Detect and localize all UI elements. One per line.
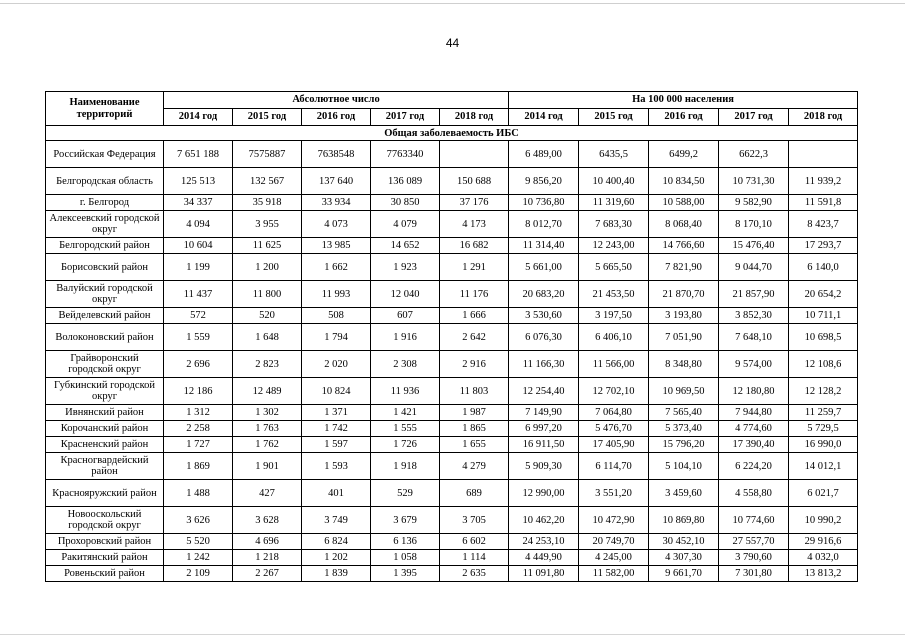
- territory-name: Белгородский район: [46, 238, 164, 254]
- territory-name: Корочанский район: [46, 421, 164, 437]
- absolute-value-cell: 11 800: [233, 281, 302, 308]
- per-100k-value-cell: 12 702,10: [579, 378, 649, 405]
- per-100k-value-cell: 10 731,30: [719, 168, 789, 195]
- absolute-value-cell: 10 824: [302, 378, 371, 405]
- territory-name: Ракитянский район: [46, 550, 164, 566]
- per-100k-value-cell: 8 012,70: [509, 211, 579, 238]
- absolute-value-cell: 1 865: [440, 421, 509, 437]
- territory-name: Новооскольский городской округ: [46, 507, 164, 534]
- per-100k-value-cell: 20 749,70: [579, 534, 649, 550]
- per-100k-value-cell: 5 104,10: [649, 453, 719, 480]
- absolute-value-cell: 1 901: [233, 453, 302, 480]
- absolute-value-cell: 16 682: [440, 238, 509, 254]
- per-100k-value-cell: 3 790,60: [719, 550, 789, 566]
- per-100k-value-cell: 21 857,90: [719, 281, 789, 308]
- per-100k-value-cell: 16 911,50: [509, 437, 579, 453]
- per-100k-value-cell: 4 307,30: [649, 550, 719, 566]
- per-100k-value-cell: 8 068,40: [649, 211, 719, 238]
- header-year-abs: 2017 год: [371, 109, 440, 126]
- table-row: [46, 141, 858, 168]
- per-100k-value-cell: 5 729,5: [789, 421, 858, 437]
- absolute-value-cell: 14 652: [371, 238, 440, 254]
- absolute-value-cell: 12 186: [164, 378, 233, 405]
- absolute-value-cell: 1 916: [371, 324, 440, 351]
- per-100k-value-cell: 5 661,00: [509, 254, 579, 281]
- header-year-abs: 2015 год: [233, 109, 302, 126]
- absolute-value-cell: 4 173: [440, 211, 509, 238]
- per-100k-value-cell: 10 462,20: [509, 507, 579, 534]
- territory-name: Краснояружский район: [46, 480, 164, 507]
- table-row: [46, 453, 858, 480]
- territory-name: Грайворонский городской округ: [46, 351, 164, 378]
- absolute-value-cell: 1 918: [371, 453, 440, 480]
- absolute-value-cell: 689: [440, 480, 509, 507]
- absolute-value-cell: 132 567: [233, 168, 302, 195]
- per-100k-value-cell: 3 530,60: [509, 308, 579, 324]
- per-100k-value-cell: 21 870,70: [649, 281, 719, 308]
- absolute-value-cell: 12 489: [233, 378, 302, 405]
- absolute-value-cell: 13 985: [302, 238, 371, 254]
- absolute-value-cell: 1 395: [371, 566, 440, 582]
- per-100k-value-cell: 20 654,2: [789, 281, 858, 308]
- per-100k-value-cell: 9 044,70: [719, 254, 789, 281]
- top-rule: [0, 3, 905, 4]
- absolute-value-cell: 1 597: [302, 437, 371, 453]
- absolute-value-cell: 11 176: [440, 281, 509, 308]
- per-100k-value-cell: 11 939,2: [789, 168, 858, 195]
- header-year-per: 2014 год: [509, 109, 579, 126]
- per-100k-value-cell: 8 170,10: [719, 211, 789, 238]
- table-row: [46, 405, 858, 421]
- absolute-value-cell: 11 936: [371, 378, 440, 405]
- per-100k-value-cell: 7 301,80: [719, 566, 789, 582]
- per-100k-value-cell: 8 348,80: [649, 351, 719, 378]
- per-100k-value-cell: 10 698,5: [789, 324, 858, 351]
- absolute-value-cell: 4 696: [233, 534, 302, 550]
- absolute-value-cell: 6 602: [440, 534, 509, 550]
- absolute-value-cell: 7638548: [302, 141, 371, 168]
- per-100k-value-cell: 6 489,00: [509, 141, 579, 168]
- absolute-value-cell: 1 763: [233, 421, 302, 437]
- absolute-value-cell: 11 437: [164, 281, 233, 308]
- per-100k-value-cell: 7 821,90: [649, 254, 719, 281]
- table-row: [46, 507, 858, 534]
- absolute-value-cell: 3 628: [233, 507, 302, 534]
- per-100k-value-cell: 6499,2: [649, 141, 719, 168]
- table-row: [46, 421, 858, 437]
- absolute-value-cell: 1 114: [440, 550, 509, 566]
- per-100k-value-cell: 17 293,7: [789, 238, 858, 254]
- absolute-value-cell: 2 642: [440, 324, 509, 351]
- per-100k-value-cell: 6 021,7: [789, 480, 858, 507]
- absolute-value-cell: [440, 141, 509, 168]
- absolute-value-cell: 427: [233, 480, 302, 507]
- header-year-abs: 2016 год: [302, 109, 371, 126]
- absolute-value-cell: 1 199: [164, 254, 233, 281]
- per-100k-value-cell: 7 064,80: [579, 405, 649, 421]
- per-100k-value-cell: 10 400,40: [579, 168, 649, 195]
- table-row: [46, 308, 858, 324]
- per-100k-value-cell: 11 259,7: [789, 405, 858, 421]
- absolute-value-cell: 1 559: [164, 324, 233, 351]
- absolute-value-cell: 7763340: [371, 141, 440, 168]
- absolute-value-cell: 1 987: [440, 405, 509, 421]
- per-100k-value-cell: 16 990,0: [789, 437, 858, 453]
- absolute-value-cell: 5 520: [164, 534, 233, 550]
- per-100k-value-cell: 12 180,80: [719, 378, 789, 405]
- absolute-value-cell: 1 839: [302, 566, 371, 582]
- table-row: [46, 324, 858, 351]
- absolute-value-cell: 401: [302, 480, 371, 507]
- absolute-value-cell: 1 421: [371, 405, 440, 421]
- absolute-value-cell: 1 742: [302, 421, 371, 437]
- absolute-value-cell: 2 258: [164, 421, 233, 437]
- absolute-value-cell: 3 705: [440, 507, 509, 534]
- per-100k-value-cell: 3 459,60: [649, 480, 719, 507]
- territory-name: Прохоровский район: [46, 534, 164, 550]
- absolute-value-cell: 2 823: [233, 351, 302, 378]
- absolute-value-cell: 1 555: [371, 421, 440, 437]
- per-100k-value-cell: 20 683,20: [509, 281, 579, 308]
- per-100k-value-cell: 7 149,90: [509, 405, 579, 421]
- header-year-abs: 2014 год: [164, 109, 233, 126]
- per-100k-value-cell: 11 091,80: [509, 566, 579, 582]
- per-100k-value-cell: 9 582,90: [719, 195, 789, 211]
- table-row: [46, 281, 858, 308]
- per-100k-value-cell: 17 390,40: [719, 437, 789, 453]
- absolute-value-cell: 1 727: [164, 437, 233, 453]
- per-100k-value-cell: 24 253,10: [509, 534, 579, 550]
- absolute-value-cell: 2 696: [164, 351, 233, 378]
- absolute-value-cell: 137 640: [302, 168, 371, 195]
- territory-name: Ивнянский район: [46, 405, 164, 421]
- absolute-value-cell: 1 200: [233, 254, 302, 281]
- absolute-value-cell: 1 291: [440, 254, 509, 281]
- per-100k-value-cell: 12 128,2: [789, 378, 858, 405]
- absolute-value-cell: 1 662: [302, 254, 371, 281]
- absolute-value-cell: 3 955: [233, 211, 302, 238]
- per-100k-value-cell: 3 197,50: [579, 308, 649, 324]
- per-100k-value-cell: 12 243,00: [579, 238, 649, 254]
- territory-name: Губкинский городской округ: [46, 378, 164, 405]
- per-100k-value-cell: 4 774,60: [719, 421, 789, 437]
- per-100k-value-cell: 11 566,00: [579, 351, 649, 378]
- table-row: [46, 534, 858, 550]
- absolute-value-cell: 37 176: [440, 195, 509, 211]
- absolute-value-cell: 1 593: [302, 453, 371, 480]
- absolute-value-cell: 3 679: [371, 507, 440, 534]
- territory-name: Борисовский район: [46, 254, 164, 281]
- territory-name: Красненский район: [46, 437, 164, 453]
- table-row: [46, 480, 858, 507]
- territory-name: Красногвардейский район: [46, 453, 164, 480]
- absolute-value-cell: 2 267: [233, 566, 302, 582]
- per-100k-value-cell: 6 224,20: [719, 453, 789, 480]
- per-100k-value-cell: 10 834,50: [649, 168, 719, 195]
- header-year-per: 2016 год: [649, 109, 719, 126]
- absolute-value-cell: 6 136: [371, 534, 440, 550]
- per-100k-value-cell: 3 551,20: [579, 480, 649, 507]
- per-100k-value-cell: 5 909,30: [509, 453, 579, 480]
- per-100k-value-cell: 10 588,00: [649, 195, 719, 211]
- per-100k-value-cell: 4 449,90: [509, 550, 579, 566]
- territory-name: Ровеньский район: [46, 566, 164, 582]
- territory-name: Алексеевский городской округ: [46, 211, 164, 238]
- per-100k-value-cell: 6622,3: [719, 141, 789, 168]
- per-100k-value-cell: 21 453,50: [579, 281, 649, 308]
- absolute-value-cell: 4 073: [302, 211, 371, 238]
- per-100k-value-cell: 7 648,10: [719, 324, 789, 351]
- per-100k-value-cell: 5 665,50: [579, 254, 649, 281]
- per-100k-value-cell: 6 140,0: [789, 254, 858, 281]
- absolute-value-cell: 30 850: [371, 195, 440, 211]
- table-row: [46, 168, 858, 195]
- bottom-rule: [0, 634, 905, 635]
- absolute-value-cell: 1 923: [371, 254, 440, 281]
- per-100k-value-cell: 10 990,2: [789, 507, 858, 534]
- per-100k-value-cell: 4 245,00: [579, 550, 649, 566]
- per-100k-value-cell: 5 476,70: [579, 421, 649, 437]
- absolute-value-cell: 520: [233, 308, 302, 324]
- table-row: [46, 550, 858, 566]
- per-100k-value-cell: 10 472,90: [579, 507, 649, 534]
- per-100k-value-cell: 8 423,7: [789, 211, 858, 238]
- table-row: [46, 378, 858, 405]
- absolute-value-cell: 4 279: [440, 453, 509, 480]
- territory-name: г. Белгород: [46, 195, 164, 211]
- absolute-value-cell: 125 513: [164, 168, 233, 195]
- absolute-value-cell: 1 218: [233, 550, 302, 566]
- absolute-value-cell: 1 058: [371, 550, 440, 566]
- absolute-value-cell: 529: [371, 480, 440, 507]
- per-100k-value-cell: 30 452,10: [649, 534, 719, 550]
- per-100k-value-cell: 7 051,90: [649, 324, 719, 351]
- absolute-value-cell: 2 635: [440, 566, 509, 582]
- absolute-value-cell: 35 918: [233, 195, 302, 211]
- table-row: [46, 195, 858, 211]
- per-100k-value-cell: 17 405,90: [579, 437, 649, 453]
- absolute-value-cell: 1 302: [233, 405, 302, 421]
- absolute-value-cell: 1 762: [233, 437, 302, 453]
- per-100k-value-cell: 11 582,00: [579, 566, 649, 582]
- absolute-value-cell: 1 666: [440, 308, 509, 324]
- per-100k-value-cell: 12 254,40: [509, 378, 579, 405]
- per-100k-value-cell: 11 319,60: [579, 195, 649, 211]
- absolute-value-cell: 1 869: [164, 453, 233, 480]
- per-100k-value-cell: 10 711,1: [789, 308, 858, 324]
- absolute-value-cell: 508: [302, 308, 371, 324]
- absolute-value-cell: 1 488: [164, 480, 233, 507]
- per-100k-value-cell: 10 774,60: [719, 507, 789, 534]
- header-year-per: 2017 год: [719, 109, 789, 126]
- absolute-value-cell: 572: [164, 308, 233, 324]
- per-100k-value-cell: 6 406,10: [579, 324, 649, 351]
- territory-name: Вейделевский район: [46, 308, 164, 324]
- absolute-value-cell: 11 803: [440, 378, 509, 405]
- per-100k-value-cell: 12 990,00: [509, 480, 579, 507]
- per-100k-value-cell: 6 114,70: [579, 453, 649, 480]
- per-100k-value-cell: 4 558,80: [719, 480, 789, 507]
- absolute-value-cell: 34 337: [164, 195, 233, 211]
- absolute-value-cell: 1 726: [371, 437, 440, 453]
- per-100k-value-cell: 15 476,40: [719, 238, 789, 254]
- absolute-value-cell: 1 242: [164, 550, 233, 566]
- per-100k-value-cell: 7 944,80: [719, 405, 789, 421]
- header-group-absolute: Абсолютное число: [164, 92, 509, 109]
- per-100k-value-cell: 6 997,20: [509, 421, 579, 437]
- per-100k-value-cell: 27 557,70: [719, 534, 789, 550]
- absolute-value-cell: 7 651 188: [164, 141, 233, 168]
- absolute-value-cell: 11 993: [302, 281, 371, 308]
- per-100k-value-cell: 7 565,40: [649, 405, 719, 421]
- absolute-value-cell: 2 916: [440, 351, 509, 378]
- per-100k-value-cell: 15 796,20: [649, 437, 719, 453]
- absolute-value-cell: 33 934: [302, 195, 371, 211]
- absolute-value-cell: 11 625: [233, 238, 302, 254]
- absolute-value-cell: 10 604: [164, 238, 233, 254]
- territory-name: Валуйский городской округ: [46, 281, 164, 308]
- absolute-value-cell: 7575887: [233, 141, 302, 168]
- absolute-value-cell: 1 312: [164, 405, 233, 421]
- absolute-value-cell: 2 020: [302, 351, 371, 378]
- header-year-per: 2015 год: [579, 109, 649, 126]
- per-100k-value-cell: 12 108,6: [789, 351, 858, 378]
- header-years-row: [46, 109, 858, 126]
- per-100k-value-cell: [789, 141, 858, 168]
- per-100k-value-cell: 11 314,40: [509, 238, 579, 254]
- page-number: 44: [445, 36, 460, 50]
- table-row: [46, 566, 858, 582]
- statistics-table: [45, 91, 858, 582]
- per-100k-value-cell: 6435,5: [579, 141, 649, 168]
- per-100k-value-cell: 14 766,60: [649, 238, 719, 254]
- absolute-value-cell: 6 824: [302, 534, 371, 550]
- per-100k-value-cell: 5 373,40: [649, 421, 719, 437]
- absolute-value-cell: 3 749: [302, 507, 371, 534]
- header-year-abs: 2018 год: [440, 109, 509, 126]
- per-100k-value-cell: 9 856,20: [509, 168, 579, 195]
- per-100k-value-cell: 7 683,30: [579, 211, 649, 238]
- absolute-value-cell: 3 626: [164, 507, 233, 534]
- absolute-value-cell: 12 040: [371, 281, 440, 308]
- per-100k-value-cell: 29 916,6: [789, 534, 858, 550]
- table-row: [46, 238, 858, 254]
- absolute-value-cell: 4 079: [371, 211, 440, 238]
- per-100k-value-cell: 9 661,70: [649, 566, 719, 582]
- absolute-value-cell: 2 308: [371, 351, 440, 378]
- absolute-value-cell: 1 655: [440, 437, 509, 453]
- per-100k-value-cell: 10 869,80: [649, 507, 719, 534]
- table-row: [46, 351, 858, 378]
- territory-name: Волоконовский район: [46, 324, 164, 351]
- per-100k-value-cell: 11 591,8: [789, 195, 858, 211]
- per-100k-value-cell: 10 736,80: [509, 195, 579, 211]
- absolute-value-cell: 1 648: [233, 324, 302, 351]
- absolute-value-cell: 4 094: [164, 211, 233, 238]
- per-100k-value-cell: 9 574,00: [719, 351, 789, 378]
- territory-name: Белгородская область: [46, 168, 164, 195]
- absolute-value-cell: 1 794: [302, 324, 371, 351]
- absolute-value-cell: 150 688: [440, 168, 509, 195]
- absolute-value-cell: 1 202: [302, 550, 371, 566]
- absolute-value-cell: 607: [371, 308, 440, 324]
- absolute-value-cell: 1 371: [302, 405, 371, 421]
- per-100k-value-cell: 14 012,1: [789, 453, 858, 480]
- per-100k-value-cell: 13 813,2: [789, 566, 858, 582]
- header-year-per: 2018 год: [789, 109, 858, 126]
- per-100k-value-cell: 3 193,80: [649, 308, 719, 324]
- table-body: [46, 126, 858, 582]
- table-row: [46, 211, 858, 238]
- section-title: Общая заболеваемость ИБС: [46, 126, 858, 141]
- header-group-per-100k: На 100 000 населения: [509, 92, 858, 109]
- header-name-column: Наименование территорий: [46, 92, 164, 126]
- absolute-value-cell: 2 109: [164, 566, 233, 582]
- territory-name: Российская Федерация: [46, 141, 164, 168]
- per-100k-value-cell: 10 969,50: [649, 378, 719, 405]
- per-100k-value-cell: 3 852,30: [719, 308, 789, 324]
- per-100k-value-cell: 4 032,0: [789, 550, 858, 566]
- per-100k-value-cell: 6 076,30: [509, 324, 579, 351]
- absolute-value-cell: 136 089: [371, 168, 440, 195]
- per-100k-value-cell: 11 166,30: [509, 351, 579, 378]
- table-row: [46, 437, 858, 453]
- table-row: [46, 254, 858, 281]
